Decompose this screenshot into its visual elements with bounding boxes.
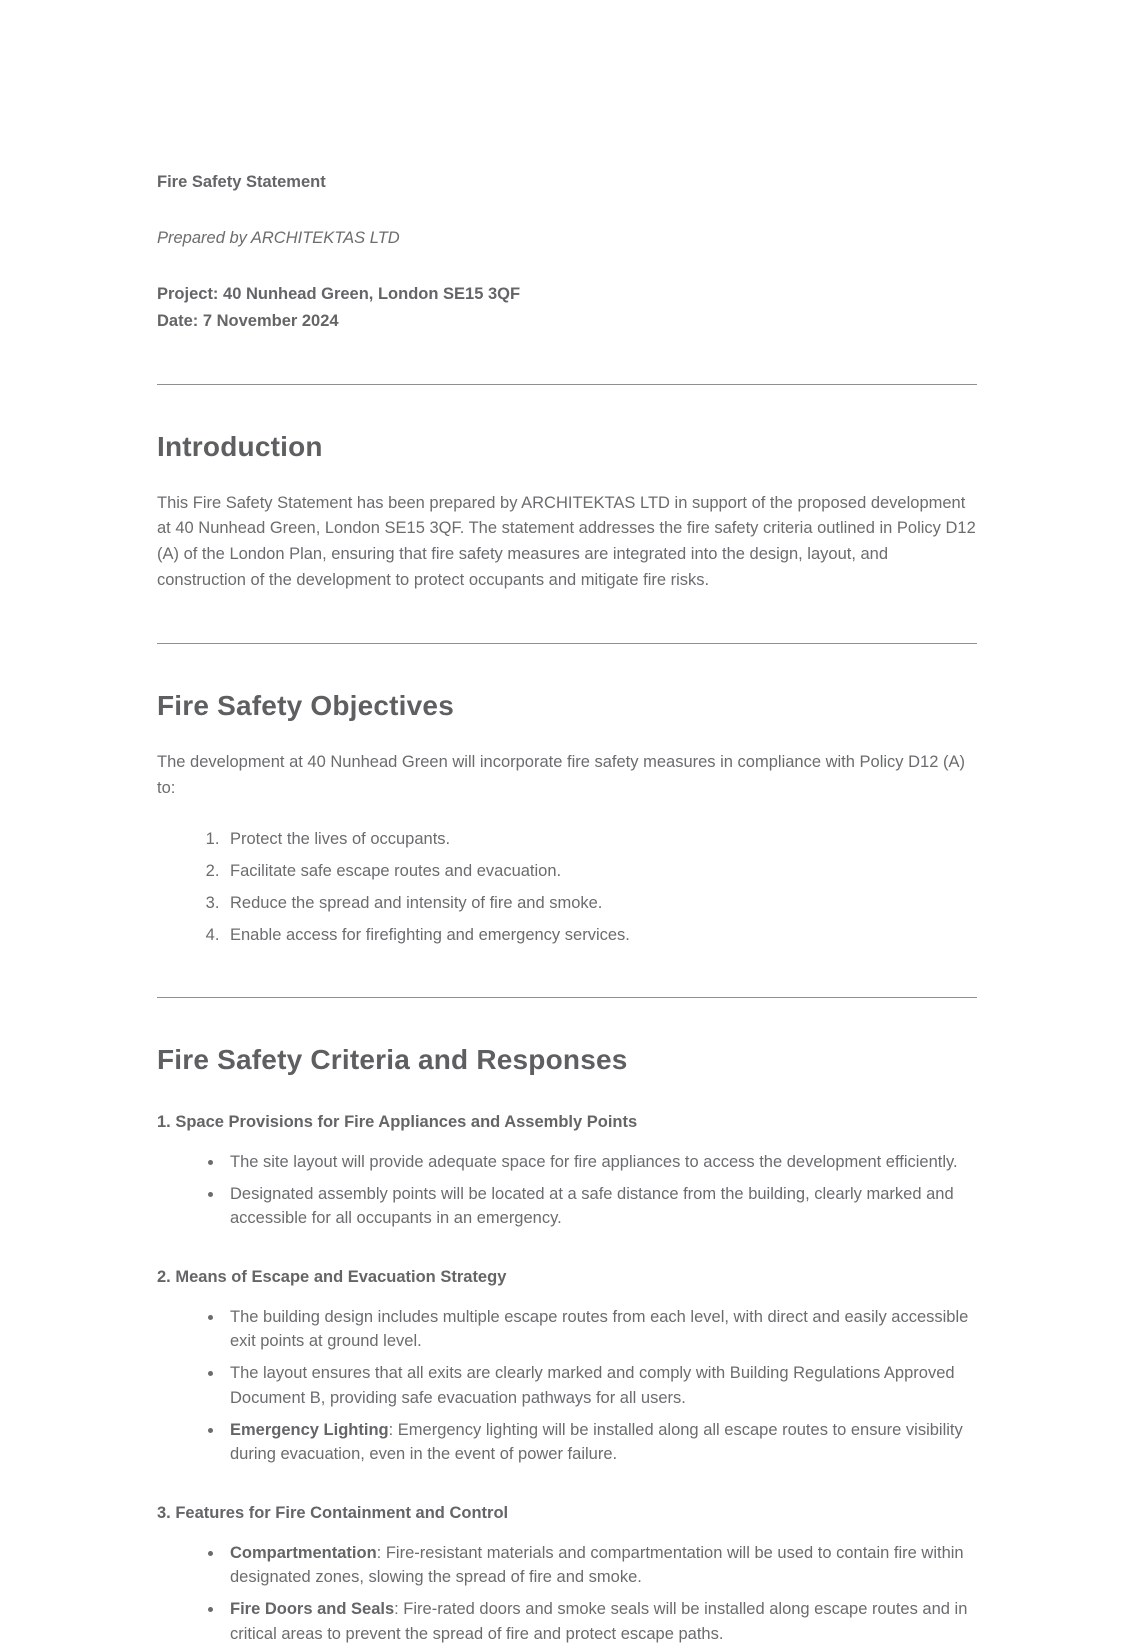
bullet-text: The site layout will provide adequate space for fire appliances to access the development efficiently. bbox=[230, 1152, 958, 1171]
date-line: Date: 7 November 2024 bbox=[157, 311, 339, 330]
bullet-bold: Compartmentation bbox=[230, 1543, 377, 1562]
bullet-bold: Fire Doors and Seals bbox=[230, 1600, 395, 1619]
list-item bbox=[224, 1541, 977, 1591]
document-content bbox=[157, 170, 977, 1647]
project-line: Project: 40 Nunhead Green, London SE15 3QF bbox=[157, 285, 521, 304]
subsection-title: 2. Means of Escape and Evacuation Strategy bbox=[157, 1268, 507, 1287]
list-item bbox=[224, 1361, 977, 1411]
objectives-intro: The development at 40 Nunhead Green will incorporate fire safety measures in compliance with Policy D12 (A) to: bbox=[157, 753, 965, 797]
bullet-text: The building design includes multiple escape routes from each level, with direct and easily accessible exit points at ground level. bbox=[230, 1307, 969, 1351]
subsection-title: 3. Features for Fire Containment and Control bbox=[157, 1504, 509, 1523]
prepared-by-line: Prepared by ARCHITEKTAS LTD bbox=[157, 228, 400, 247]
list-item bbox=[224, 1150, 977, 1175]
criteria-subsection-1 bbox=[157, 1110, 977, 1231]
list-item: 2. Facilitate safe escape routes and evacuation. bbox=[224, 859, 977, 884]
bullet-text: : Fire-resistant materials and compartmentation will be used to contain fire within designated zones, slowing the spread of fire and smoke. bbox=[230, 1543, 964, 1587]
list-item bbox=[224, 1418, 977, 1468]
list-item bbox=[224, 1182, 977, 1232]
list-item bbox=[224, 1597, 977, 1647]
list-item: 3. Reduce the spread and intensity of fire and smoke. bbox=[224, 891, 977, 916]
bullet-list bbox=[157, 1541, 977, 1647]
bullet-text: : Fire-rated doors and smoke seals will be installed along escape routes and in critical areas to prevent the spread of fire and protect escape paths. bbox=[230, 1600, 968, 1643]
objectives-list bbox=[157, 827, 977, 947]
section-heading-criteria: Fire Safety Criteria and Responses bbox=[157, 1044, 628, 1076]
criteria-subsection-3 bbox=[157, 1501, 977, 1647]
doc-title: Fire Safety Statement bbox=[157, 173, 326, 191]
subsection-title: 1. Space Provisions for Fire Appliances and Assembly Points bbox=[157, 1113, 638, 1132]
list-item: 4. Enable access for firefighting and emergency services. bbox=[224, 923, 977, 948]
bullet-text: : Emergency lighting will be installed along all escape routes to ensure visibility during evacuation, even in the event of power failure. bbox=[230, 1420, 963, 1464]
list-item: 1. Protect the lives of occupants. bbox=[224, 827, 977, 852]
bullet-list bbox=[157, 1305, 977, 1468]
list-item bbox=[224, 1305, 977, 1355]
bullet-list bbox=[157, 1150, 977, 1231]
divider bbox=[157, 997, 977, 998]
bullet-text: Designated assembly points will be located at a safe distance from the building, clearly marked and accessible for all occupants in an emergency. bbox=[230, 1184, 954, 1228]
bullet-text: The layout ensures that all exits are clearly marked and comply with Building Regulations Approved Document B, providing safe evacuation pathways for all users. bbox=[230, 1364, 955, 1407]
divider bbox=[157, 643, 977, 644]
introduction-paragraph: This Fire Safety Statement has been prepared by ARCHITEKTAS LTD in support of the proposed development at 40 Nunhead Green, London SE15 3QF. The statement addresses the fire safety criteria outlined in Policy D12 (A) of the London Plan, ensuring that fire safety measures are integrated into the design, layout, and construction of the development to protect occupants and mitigate fire risks. bbox=[157, 493, 976, 589]
divider bbox=[157, 384, 977, 385]
bullet-bold: Emergency Lighting bbox=[230, 1420, 389, 1439]
section-heading-objectives: Fire Safety Objectives bbox=[157, 690, 454, 722]
criteria-subsection-2 bbox=[157, 1265, 977, 1467]
section-heading-introduction: Introduction bbox=[157, 430, 323, 462]
